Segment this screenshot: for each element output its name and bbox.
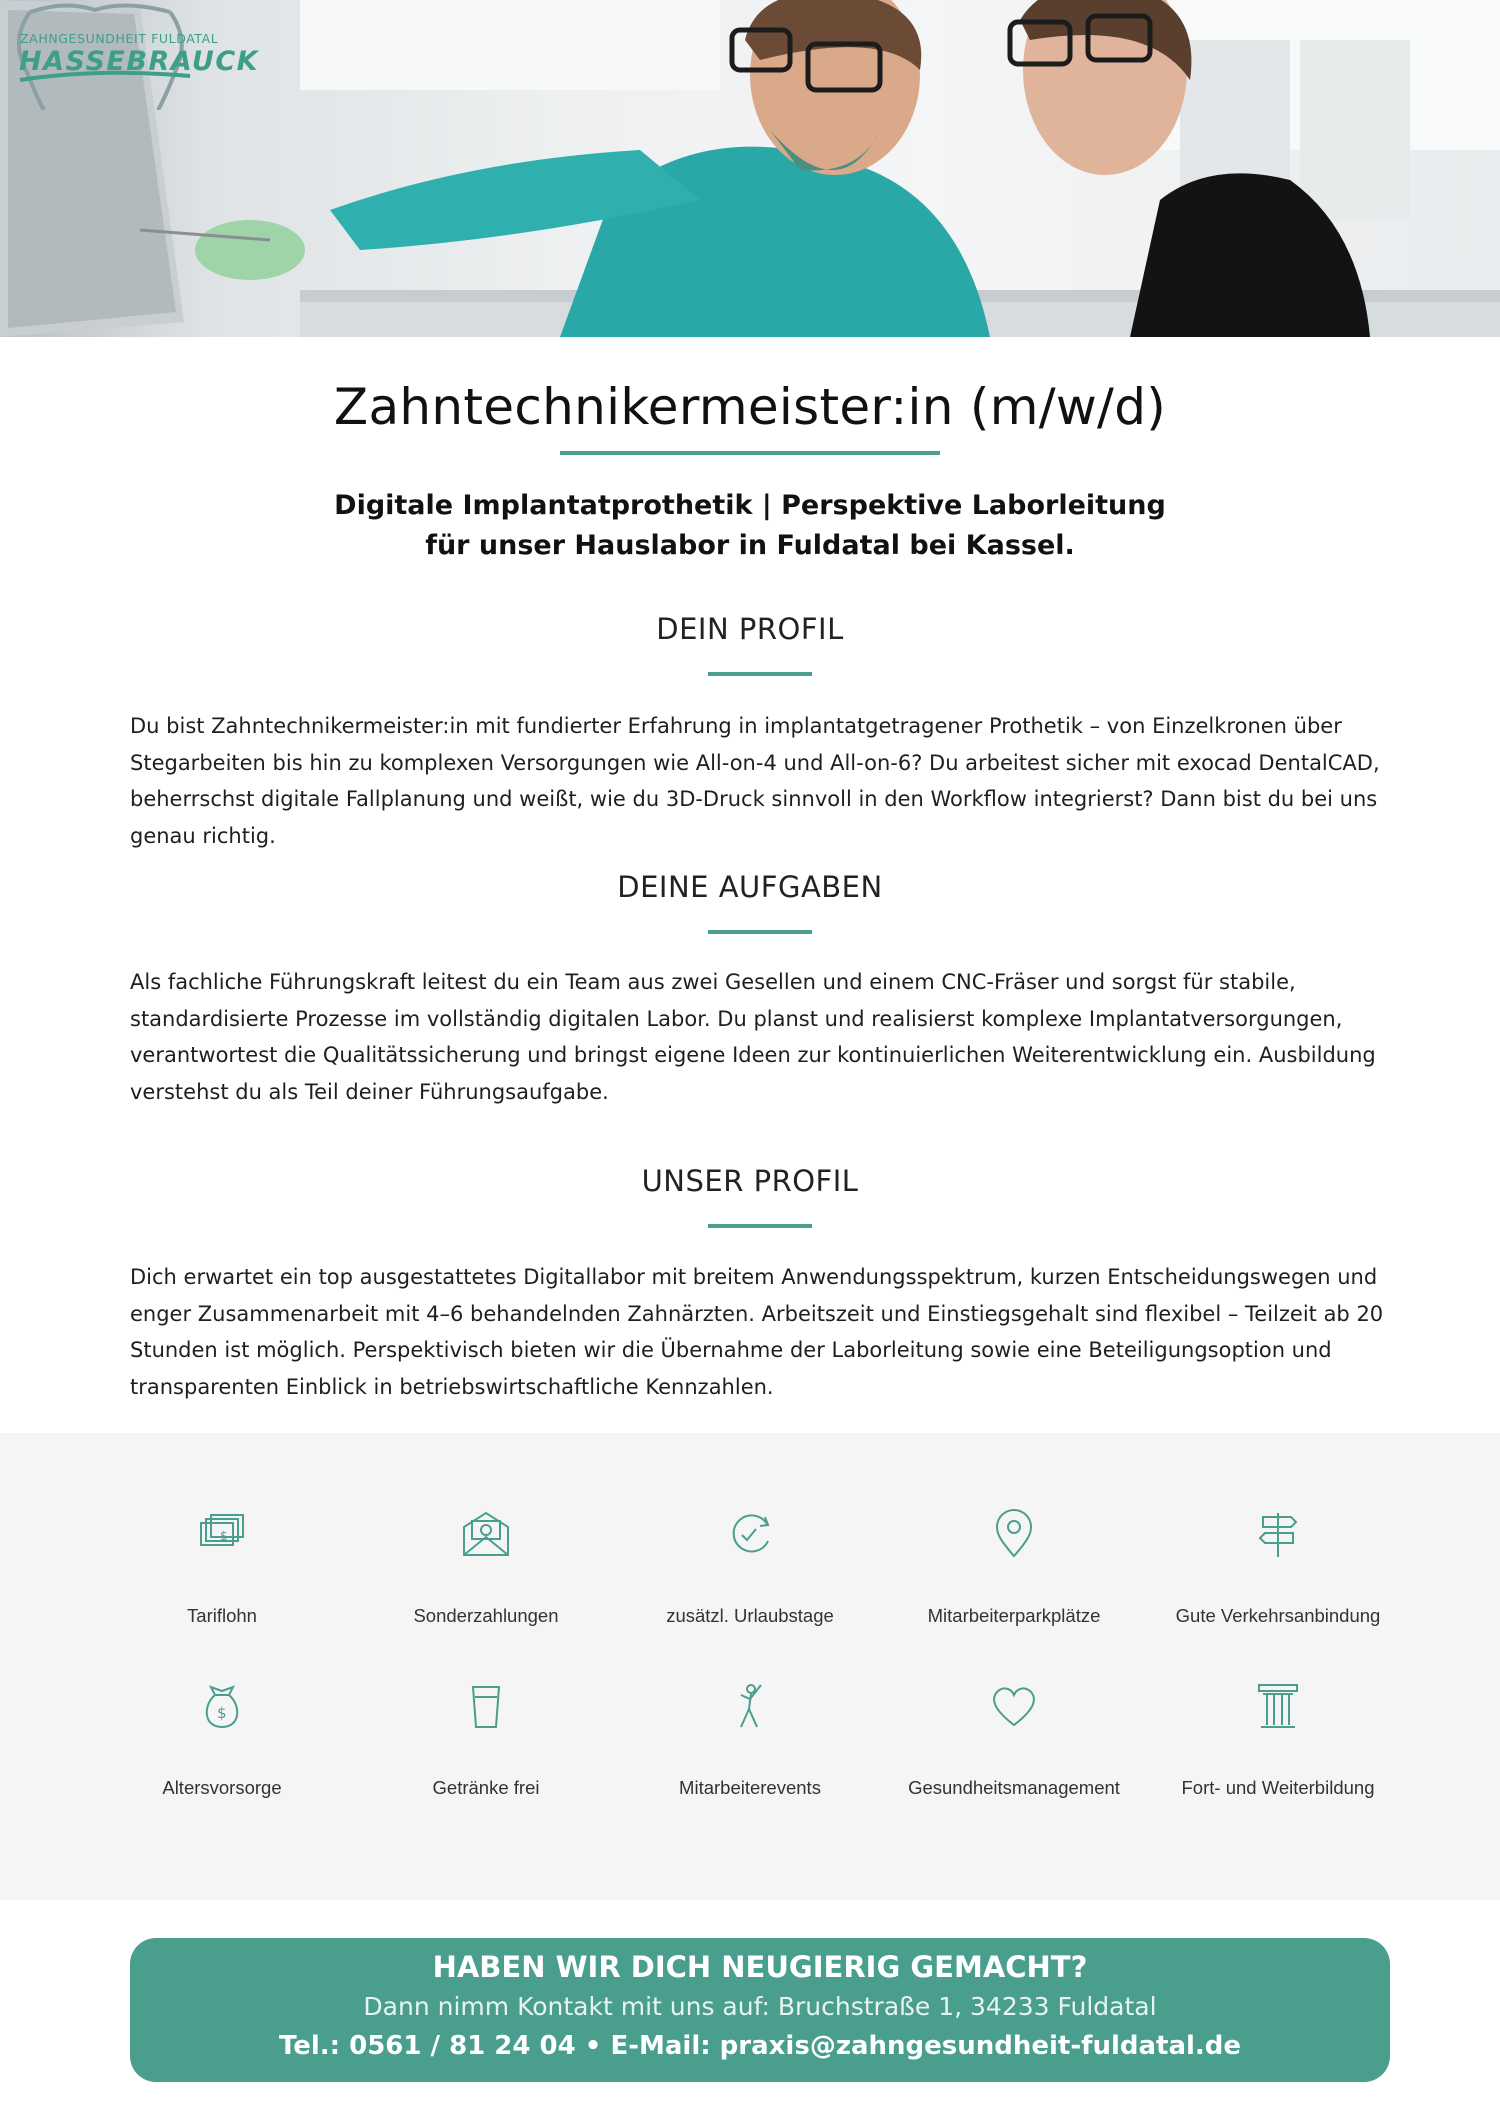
benefit-label: Fort- und Weiterbildung	[1181, 1777, 1375, 1798]
section-divider	[708, 930, 812, 934]
logo-tagline: ZAHNGESUNDHEIT FULDATAL	[20, 31, 219, 46]
benefit-label: Getränke frei	[432, 1777, 540, 1798]
benefit-label: Sonderzahlungen	[413, 1605, 559, 1626]
section-text-dein-profil: Du bist Zahntechnikermeister:in mit fundierter Erfahrung in implantatgetragener Prothetik – von Einzelkronen über Stegarbeiten bis hin zu komplexen Versorgungen wie All-on-4 und All-on-6? Du arbeitest sicher mit exocad DentalCAD, beherrschst digitale Fallplanung und weißt, wie du 3D-Druck sinnvoll in den Workflow integrierst? Dann bist du bei uns genau richtig.	[130, 714, 1380, 848]
contact-phone-email[interactable]: Tel.: 0561 / 81 24 04 • E-Mail: praxis@zahngesundheit-fuldatal.de	[278, 2031, 1242, 2061]
logo-name: HASSEBRAUCK	[19, 46, 260, 77]
title-divider	[560, 451, 940, 455]
section-heading-dein-profil: DEIN PROFIL	[656, 612, 844, 646]
calendar-clock-icon	[725, 1509, 775, 1559]
subtitle-line-2: für unser Hauslabor in Fuldatal bei Kassel.	[425, 530, 1075, 561]
section-divider	[708, 1224, 812, 1228]
page-title: Zahntechnikermeister:in (m/w/d)	[333, 378, 1167, 436]
hero-image	[0, 0, 1500, 337]
benefits-panel	[0, 1433, 1500, 1900]
benefit-label: Tariflohn	[187, 1605, 257, 1626]
benefit-label: Gute Verkehrsanbindung	[1175, 1605, 1381, 1626]
location-pin-icon	[989, 1509, 1039, 1559]
benefit-label: Mitarbeiterparkplätze	[927, 1605, 1101, 1626]
column-pillar-icon	[1253, 1681, 1303, 1731]
drinking-glass-icon	[461, 1681, 511, 1731]
signpost-icon	[1253, 1509, 1303, 1559]
section-text-deine-aufgaben: Als fachliche Führungskraft leitest du ein Team aus zwei Gesellen und einem CNC-Fräser und sorgst für stabile, standardisierte Prozesse im vollständig digitalen Labor. Du planst und realisierst komplexe Implantatversorgungen, verantwortest die Qualitätssicherung und bringst eigene Ideen zur kontinuierlichen Weiterentwicklung ein. Ausbildung verstehst du als Teil deiner Führungsaufgabe.	[130, 970, 1376, 1104]
money-envelope-icon	[461, 1509, 511, 1559]
section-heading-unser-profil: UNSER PROFIL	[641, 1164, 859, 1198]
contact-address: Dann nimm Kontakt mit uns auf: Bruchstraße 1, 34233 Fuldatal	[363, 1992, 1157, 2021]
section-text-unser-profil: Dich erwartet ein top ausgestattetes Digitallabor mit breitem Anwendungsspektrum, kurzen Entscheidungswegen und enger Zusammenarbeit mit 4–6 behandelnden Zahnärzten. Arbeitszeit und Einstiegsgehalt sind flexibel – Teilzeit ab 20 Stunden ist möglich. Perspektivisch bieten wir die Übernahme der Laborleitung sowie eine Beteiligungsoption und transparenten Einblick in betriebswirtschaftliche Kennzahlen.	[130, 1265, 1384, 1399]
benefit-label: Gesundheitsmanagement	[908, 1777, 1120, 1798]
benefit-label: Altersvorsorge	[162, 1777, 282, 1798]
svg-text:$: $	[217, 1704, 227, 1722]
section-heading-deine-aufgaben: DEINE AUFGABEN	[617, 870, 883, 904]
heart-icon	[989, 1681, 1039, 1731]
person-cheering-icon	[725, 1681, 775, 1731]
svg-text:$: $	[220, 1529, 228, 1543]
section-divider	[708, 672, 812, 676]
contact-heading: HABEN WIR DICH NEUGIERIG GEMACHT?	[432, 1950, 1088, 1984]
money-bills-icon	[197, 1509, 247, 1559]
contact-box	[130, 1938, 1390, 2082]
benefit-label: Mitarbeiterevents	[679, 1777, 821, 1798]
money-bag-icon	[197, 1681, 247, 1731]
job-subtitle	[250, 486, 1250, 566]
benefit-label: zusätzl. Urlaubstage	[666, 1605, 834, 1626]
subtitle-line-1: Digitale Implantatprothetik | Perspektive Laborleitung	[334, 490, 1166, 521]
